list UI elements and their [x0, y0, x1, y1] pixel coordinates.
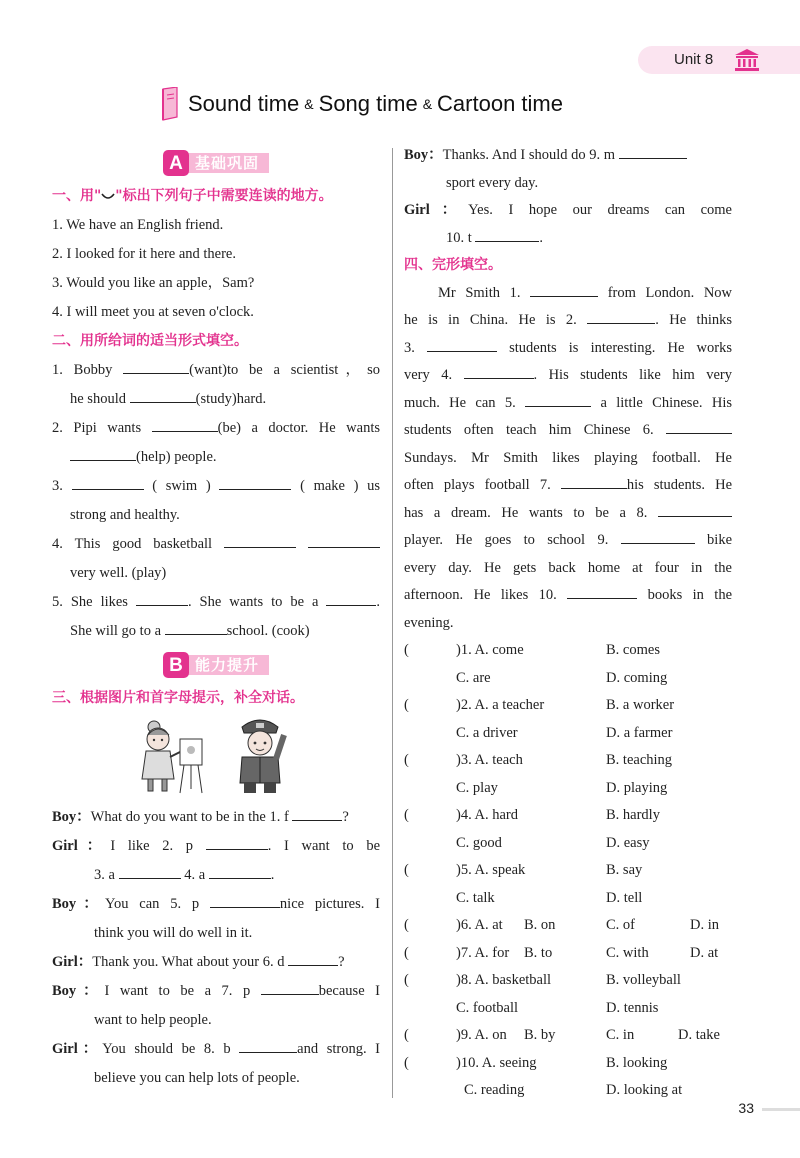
cloze-text: 3.	[404, 339, 415, 356]
dialog-text: 10. t	[446, 229, 472, 246]
dialog-line-8	[404, 197, 732, 225]
option-d[interactable]: coming	[623, 669, 668, 686]
dialog-line-8b	[404, 225, 732, 253]
page-title	[160, 86, 563, 122]
speaker-boy: Boy：	[52, 983, 105, 999]
dialog-text: You should be 8. b	[102, 1041, 231, 1057]
option-q3-c	[404, 775, 606, 803]
q2-item-4b: very well. (play)	[70, 565, 167, 581]
dialog-line-1	[52, 803, 380, 832]
option-q6	[456, 912, 524, 940]
option-row-2	[404, 692, 732, 720]
option-d[interactable]: take	[695, 1027, 720, 1043]
q2-text: She will go to a	[70, 623, 162, 639]
page-number-rule	[762, 1108, 800, 1111]
option-d[interactable]: in	[707, 917, 720, 933]
option-row-2b	[404, 720, 732, 748]
q2-text: 1. Bobby	[52, 362, 113, 378]
paren: (	[404, 862, 409, 878]
option-q1	[456, 637, 606, 665]
answer-blank[interactable]	[119, 862, 181, 879]
paren: (	[404, 697, 409, 713]
dialog-text: because I	[318, 983, 380, 999]
option-q1-c	[404, 665, 606, 693]
dialog-text: What do you want to be in the 1. f	[90, 809, 289, 825]
answer-blank[interactable]	[239, 1036, 297, 1053]
option-row-6	[404, 912, 732, 940]
option-label: C.	[606, 1027, 620, 1043]
option-a[interactable]: a teacher	[492, 697, 545, 713]
option-q6-b	[524, 912, 606, 940]
unit-tab	[638, 46, 800, 74]
option-d[interactable]: a farmer	[623, 724, 673, 741]
paren: (	[404, 972, 409, 988]
q1-heading-post: "标出下列句子中需要连读的地方。	[115, 188, 333, 204]
q2-text: (want)to be a scientist，so	[189, 362, 380, 378]
dialog-line-6b: believe you can help lots of people.	[94, 1070, 300, 1086]
section-b-badge	[52, 650, 380, 680]
option-q7	[456, 940, 524, 968]
q2-text: school. (cook)	[226, 623, 310, 639]
answer-blank[interactable]	[72, 473, 144, 490]
girl-painting-illustration	[140, 717, 206, 795]
option-q10-c	[404, 1077, 606, 1105]
dialog-text: Thanks. And I should do 9. m	[442, 147, 616, 163]
option-q8	[456, 967, 606, 995]
option-num: )1. A.	[456, 642, 489, 658]
option-b[interactable]: hardly	[622, 807, 660, 823]
cloze-text: . He thinks	[655, 312, 732, 328]
option-label: D.	[606, 999, 621, 1016]
option-row-4b	[404, 830, 732, 858]
section-b-letter: B	[163, 652, 189, 678]
option-label: C.	[456, 724, 470, 741]
dialog-text: ?	[342, 809, 349, 825]
dialog-text: I want to be a 7. p	[104, 983, 251, 999]
option-b[interactable]: to	[540, 944, 553, 961]
option-num: )7. A.	[456, 944, 489, 961]
liaison-arc-icon	[101, 192, 115, 202]
option-c[interactable]: play	[472, 779, 498, 796]
q2-text: ( swim )	[152, 478, 211, 494]
paren: (	[404, 642, 409, 658]
policeman-illustration	[232, 715, 288, 795]
answer-blank[interactable]	[261, 978, 319, 995]
title-song: Song time	[318, 91, 418, 116]
cloze-text: often plays football 7.	[404, 477, 551, 493]
option-label: D.	[606, 1082, 621, 1098]
answer-blank[interactable]	[567, 582, 637, 599]
speaker-girl: Girl：	[52, 838, 111, 854]
option-q4-c	[404, 830, 606, 858]
speaker-girl: Girl：	[52, 954, 93, 970]
option-label: D.	[606, 889, 621, 906]
dialog-line-3b: think you will do well in it.	[94, 925, 253, 941]
option-b[interactable]: teaching	[622, 752, 673, 768]
option-label: C.	[606, 917, 620, 933]
dialog-text: I like 2. p	[110, 838, 194, 854]
q4-heading: 四、完形填空。	[404, 257, 502, 273]
dialog-line-2b	[52, 861, 380, 890]
speaker-boy: Boy：	[52, 809, 91, 825]
option-b[interactable]: volleyball	[622, 972, 681, 988]
paren: (	[404, 807, 409, 823]
answer-blank[interactable]	[308, 531, 380, 548]
option-label: B.	[606, 1054, 620, 1071]
answer-blank[interactable]	[326, 589, 376, 606]
option-label: C.	[456, 669, 470, 686]
answer-blank[interactable]	[292, 804, 342, 821]
dialog-text: 3. a	[94, 867, 115, 883]
option-label: B.	[606, 862, 620, 878]
option-q5	[456, 857, 606, 885]
book-icon	[160, 87, 180, 121]
option-row-10	[404, 1050, 732, 1078]
temple-icon	[734, 48, 760, 72]
paren: (	[404, 1054, 409, 1071]
q1-heading	[52, 182, 380, 211]
speaker-boy: Boy：	[404, 147, 443, 163]
dialog-text: nice pictures. I	[279, 896, 380, 912]
options-list	[404, 637, 732, 1105]
option-c[interactable]: reading	[480, 1082, 525, 1098]
dialog-line-2	[52, 832, 380, 861]
option-q8-c	[404, 995, 606, 1023]
dialog-line-3	[52, 890, 380, 919]
cloze-text: students is interesting. He works	[509, 339, 732, 356]
option-c[interactable]: football	[472, 999, 519, 1016]
option-q10	[456, 1050, 606, 1078]
option-a[interactable]: basketball	[492, 972, 552, 988]
answer-blank[interactable]	[475, 225, 539, 242]
answer-blank[interactable]	[219, 473, 291, 490]
option-q2-c	[404, 720, 606, 748]
cloze-line-12	[404, 582, 732, 610]
speaker-girl: Girl：	[52, 1041, 103, 1057]
title-sound: Sound time	[188, 91, 300, 116]
option-label: B.	[606, 752, 620, 768]
paren: (	[404, 752, 409, 768]
option-d[interactable]: easy	[623, 834, 650, 851]
option-label: C.	[464, 1082, 478, 1098]
q2-item-3	[52, 472, 380, 501]
cloze-text: his students. He	[626, 477, 733, 493]
option-a[interactable]: come	[492, 642, 524, 658]
illustration	[52, 715, 380, 797]
dialog-text: ?	[338, 954, 345, 970]
option-b[interactable]: a worker	[622, 697, 675, 713]
cloze-text: a little Chinese. His	[600, 394, 732, 411]
dialog-text: Thank you. What about your 6. d	[92, 954, 285, 970]
cloze-text: Mr Smith 1.	[438, 284, 521, 301]
answer-blank[interactable]	[530, 280, 598, 297]
option-q9-b	[524, 1022, 606, 1050]
option-label: D.	[690, 944, 705, 961]
option-row-4	[404, 802, 732, 830]
option-label: D.	[606, 669, 621, 686]
option-num: )3. A.	[456, 752, 489, 768]
option-num: )9. A.	[456, 1027, 489, 1043]
option-num: )2. A.	[456, 697, 489, 713]
option-row-10b	[404, 1077, 732, 1105]
option-row-1	[404, 637, 732, 665]
option-label: B.	[524, 1027, 538, 1043]
option-q4	[456, 802, 606, 830]
cloze-text: . His students like him very	[533, 367, 733, 383]
option-label: D.	[606, 724, 621, 741]
option-c[interactable]: are	[472, 669, 491, 686]
option-d[interactable]: at	[707, 944, 719, 961]
answer-blank[interactable]	[210, 891, 280, 908]
option-d[interactable]: looking at	[623, 1082, 683, 1098]
option-c[interactable]: of	[622, 917, 636, 933]
answer-blank[interactable]	[152, 415, 218, 432]
dialog-text: Yes. I hope our dreams can come	[468, 202, 732, 218]
cloze-text: has a dream. He wants to be a 8.	[404, 504, 648, 521]
option-b[interactable]: looking	[622, 1054, 668, 1071]
option-a[interactable]: for	[492, 944, 510, 961]
paren: (	[404, 1027, 409, 1043]
q2-text: 3.	[52, 478, 63, 494]
answer-blank[interactable]	[123, 357, 189, 374]
cloze-text: much. He can 5.	[404, 394, 516, 411]
answer-blank[interactable]	[209, 862, 271, 879]
q2-text: (study)hard.	[195, 391, 267, 407]
option-d[interactable]: tennis	[623, 999, 659, 1016]
option-c[interactable]: in	[622, 1027, 635, 1043]
dialog-text: . I want to be	[267, 838, 381, 854]
q2-heading: 二、用所给词的适当形式填空。	[52, 333, 248, 349]
cloze-text: bike	[707, 532, 733, 548]
option-label: C.	[456, 999, 470, 1016]
q2-item-2	[52, 414, 380, 443]
option-num: )5. A.	[456, 862, 489, 878]
q2-item-2b	[52, 443, 380, 472]
option-label: B.	[606, 697, 620, 713]
option-num: )8. A.	[456, 972, 489, 988]
q2-text: (help) people.	[136, 449, 217, 465]
option-c[interactable]: with	[622, 944, 649, 961]
option-label: B.	[606, 807, 620, 823]
option-b[interactable]: comes	[622, 642, 660, 658]
option-row-5	[404, 857, 732, 885]
option-num: )4. A.	[456, 807, 489, 823]
q2-item-4	[52, 530, 380, 559]
cloze-text: very 4.	[404, 367, 453, 383]
option-d[interactable]: tell	[623, 889, 643, 906]
answer-blank[interactable]	[70, 444, 136, 461]
dialog-line-7b: sport every day.	[446, 174, 539, 191]
option-label: C.	[456, 834, 470, 851]
q2-item-5b	[52, 617, 380, 646]
q1-item-2: 2. I looked for it here and there.	[52, 246, 236, 262]
q1-item-3: 3. Would you like an apple，Sam?	[52, 275, 255, 291]
option-label: B.	[606, 972, 620, 988]
answer-blank[interactable]	[587, 307, 655, 324]
option-q5-c	[404, 885, 606, 913]
option-label: D.	[678, 1027, 693, 1043]
answer-blank[interactable]	[619, 142, 687, 159]
answer-blank[interactable]	[224, 531, 296, 548]
answer-blank[interactable]	[130, 386, 196, 403]
option-b[interactable]: on	[540, 917, 556, 933]
option-q7-b	[524, 940, 606, 968]
dialog-line-5b: want to help people.	[94, 1012, 212, 1028]
option-row-8	[404, 967, 732, 995]
left-column	[52, 146, 380, 1093]
option-row-3b	[404, 775, 732, 803]
option-q2	[456, 692, 606, 720]
cloze-line-7: Sundays. Mr Smith likes playing football. He	[404, 449, 732, 466]
answer-blank[interactable]	[136, 589, 188, 606]
answer-blank[interactable]	[165, 618, 227, 635]
option-label: C.	[456, 779, 470, 796]
cloze-line-5	[404, 390, 732, 418]
option-a[interactable]: seeing	[499, 1054, 537, 1071]
q2-text: .	[376, 594, 381, 610]
cloze-line-6	[404, 417, 732, 445]
cloze-line-9	[404, 500, 732, 528]
option-a[interactable]: teach	[492, 752, 523, 768]
q2-text: ( make ) us	[300, 478, 381, 494]
q2-text: 4. This good basketball	[52, 536, 213, 552]
q2-item-1b	[52, 385, 380, 414]
q2-item-1	[52, 356, 380, 385]
option-c[interactable]: good	[472, 834, 502, 851]
cloze-line-8	[404, 472, 732, 500]
column-divider	[392, 148, 393, 1098]
title-amp-1: &	[304, 96, 314, 112]
paren: (	[404, 944, 409, 961]
option-q9-c	[606, 1022, 678, 1050]
option-b[interactable]: say	[622, 862, 643, 878]
unit-label: Unit 8	[674, 51, 714, 68]
option-row-9	[404, 1022, 732, 1050]
option-num: )10. A.	[456, 1054, 496, 1071]
option-num: )6. A.	[456, 917, 489, 933]
option-label: D.	[690, 917, 705, 933]
option-q6-c	[606, 912, 690, 940]
option-row-5b	[404, 885, 732, 913]
answer-blank[interactable]	[206, 833, 268, 850]
dialog-text: You can 5. p	[105, 896, 200, 912]
q1-item-1: 1. We have an English friend.	[52, 217, 224, 233]
option-row-3	[404, 747, 732, 775]
answer-blank[interactable]	[525, 390, 591, 407]
q2-item-3b: strong and healthy.	[70, 507, 180, 523]
q2-text: he should	[70, 391, 126, 407]
right-column	[404, 142, 732, 1105]
option-a[interactable]: at	[492, 917, 503, 933]
answer-blank[interactable]	[288, 949, 338, 966]
option-a[interactable]: hard	[492, 807, 519, 823]
cloze-text: afternoon. He likes 10.	[404, 587, 557, 603]
option-b[interactable]: by	[540, 1027, 556, 1043]
dialog-text: and strong. I	[297, 1041, 380, 1057]
cloze-line-13: evening.	[404, 614, 454, 631]
option-q3	[456, 747, 606, 775]
cloze-text: player. He goes to school 9.	[404, 532, 609, 548]
cloze-line-3	[404, 335, 732, 363]
cloze-line-2	[404, 307, 732, 335]
dialog-text: 4. a	[184, 867, 206, 883]
section-b-label: 能力提升	[187, 655, 269, 675]
option-label: B.	[524, 944, 538, 961]
page-number: 33	[738, 1100, 754, 1116]
cloze-line-10	[404, 527, 732, 555]
option-label: B.	[606, 642, 620, 658]
q2-item-5	[52, 588, 380, 617]
speaker-boy: Boy：	[52, 896, 105, 912]
q2-text: 2. Pipi wants	[52, 420, 142, 436]
title-cartoon: Cartoon time	[437, 91, 563, 116]
q2-text: . She wants to be a	[187, 594, 319, 610]
answer-blank[interactable]	[621, 527, 695, 544]
option-row-8b	[404, 995, 732, 1023]
cloze-text: students often teach him Chinese 6.	[404, 422, 654, 438]
answer-blank[interactable]	[427, 335, 497, 352]
option-c[interactable]: a driver	[472, 724, 518, 741]
q2-text: (be) a doctor. He wants	[217, 420, 381, 436]
option-c[interactable]: talk	[472, 889, 495, 906]
option-label: B.	[524, 917, 538, 933]
q1-item-4: 4. I will meet you at seven o'clock.	[52, 304, 254, 320]
option-label: D.	[606, 834, 621, 851]
option-row-7	[404, 940, 732, 968]
section-a-badge	[52, 148, 380, 178]
option-label: C.	[456, 889, 470, 906]
option-label: D.	[606, 779, 621, 796]
answer-blank[interactable]	[464, 362, 534, 379]
section-a-label: 基础巩固	[187, 153, 269, 173]
title-amp-2: &	[422, 96, 433, 112]
option-q9	[456, 1022, 524, 1050]
option-q7-c	[606, 940, 690, 968]
cloze-text: from London. Now	[607, 284, 733, 301]
q1-heading-pre: 一、用"	[52, 188, 102, 204]
dialog-text: .	[539, 229, 544, 246]
cloze-text: books in the	[647, 587, 733, 603]
cloze-text: he is in China. He is 2.	[404, 312, 577, 328]
dialog-line-6	[52, 1035, 380, 1064]
option-row-1b	[404, 665, 732, 693]
option-a[interactable]: on	[492, 1027, 507, 1043]
paren: (	[404, 917, 409, 933]
q2-text: 5. She likes	[52, 594, 128, 610]
speaker-girl: Girl：	[404, 202, 469, 218]
option-a[interactable]: speak	[492, 862, 526, 878]
q3-heading: 三、根据图片和首字母提示，补全对话。	[52, 690, 304, 706]
dialog-line-7	[404, 142, 732, 170]
dialog-text: .	[270, 867, 275, 883]
answer-blank[interactable]	[561, 472, 627, 489]
cloze-line-11: every day. He gets back home at four in the	[404, 559, 732, 576]
option-d[interactable]: playing	[623, 779, 668, 796]
section-a-letter: A	[163, 150, 189, 176]
answer-blank[interactable]	[666, 417, 732, 434]
option-label: C.	[606, 944, 620, 961]
dialog-line-4	[52, 948, 380, 977]
dialog-line-5	[52, 977, 380, 1006]
cloze-line-1	[404, 280, 732, 308]
answer-blank[interactable]	[658, 500, 732, 517]
cloze-line-4	[404, 362, 732, 390]
